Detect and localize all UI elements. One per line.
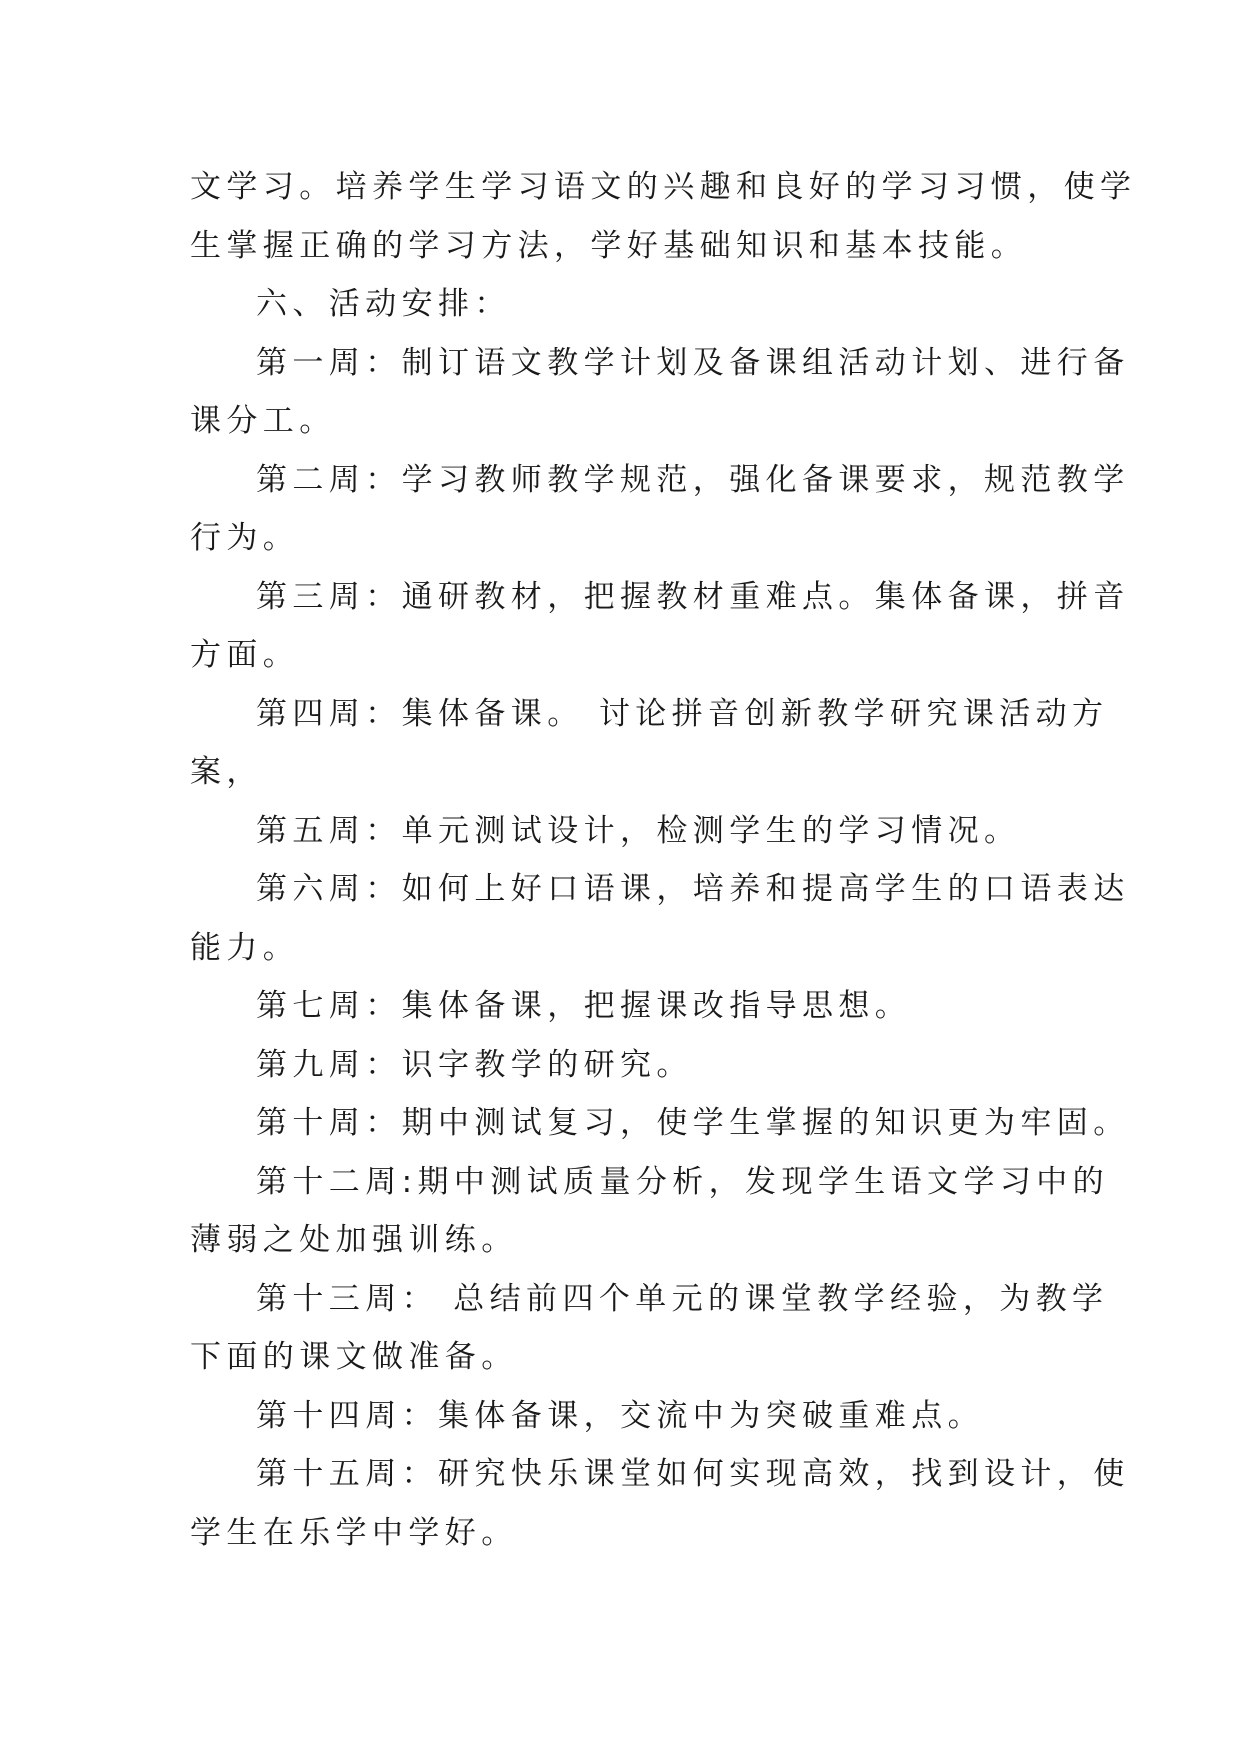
text-line: 第一周：制订语文教学计划及备课组活动计划、进行备 [256, 344, 1130, 381]
document-body [190, 158, 1137, 1562]
text-line: 第十五周：研究快乐课堂如何实现高效，找到设计，使 [256, 1456, 1130, 1492]
text-line: 第十三周： 总结前四个单元的课堂教学经验，为教学 [256, 1280, 1109, 1317]
text-line: 第七周：集体备课，把握课改指导思想。 [256, 988, 912, 1024]
text-line: 课分工。 [190, 403, 336, 439]
section-heading: 六、活动安排： [256, 286, 511, 322]
text-line: 第四周：集体备课。 讨论拼音创新教学研究课活动方 [256, 695, 1109, 732]
text-line: 文学习。培养学生学习语文的兴趣和良好的学习习惯，使学 [190, 169, 1137, 205]
text-line: 学生在乐学中学好。 [190, 1514, 518, 1551]
text-line: 能力。 [190, 929, 300, 966]
text-line: 薄弱之处加强训练。 [190, 1222, 518, 1258]
text-line: 第九周：识字教学的研究。 [256, 1046, 693, 1083]
text-line: 下面的课文做准备。 [190, 1339, 518, 1375]
text-line: 第十四周：集体备课，交流中为突破重难点。 [256, 1397, 984, 1434]
text-line: 第六周：如何上好口语课，培养和提高学生的口语表达 [256, 871, 1130, 907]
text-line: 第五周：单元测试设计，检测学生的学习情况。 [256, 812, 1021, 849]
text-line: 方面。 [190, 637, 300, 673]
text-line: 第十周：期中测试复习，使学生掌握的知识更为牢固。 [256, 1105, 1130, 1141]
text-line: 第二周：学习教师教学规范，强化备课要求，规范教学 [256, 461, 1130, 498]
text-line: 第三周：通研教材，把握教材重难点。集体备课，拼音 [256, 578, 1130, 615]
text-line: 第十二周:期中测试质量分析，发现学生语文学习中的 [256, 1163, 1110, 1200]
text-line: 生掌握正确的学习方法，学好基础知识和基本技能。 [190, 227, 1028, 264]
text-line: 案， [190, 754, 263, 790]
text-line: 行为。 [190, 520, 300, 556]
